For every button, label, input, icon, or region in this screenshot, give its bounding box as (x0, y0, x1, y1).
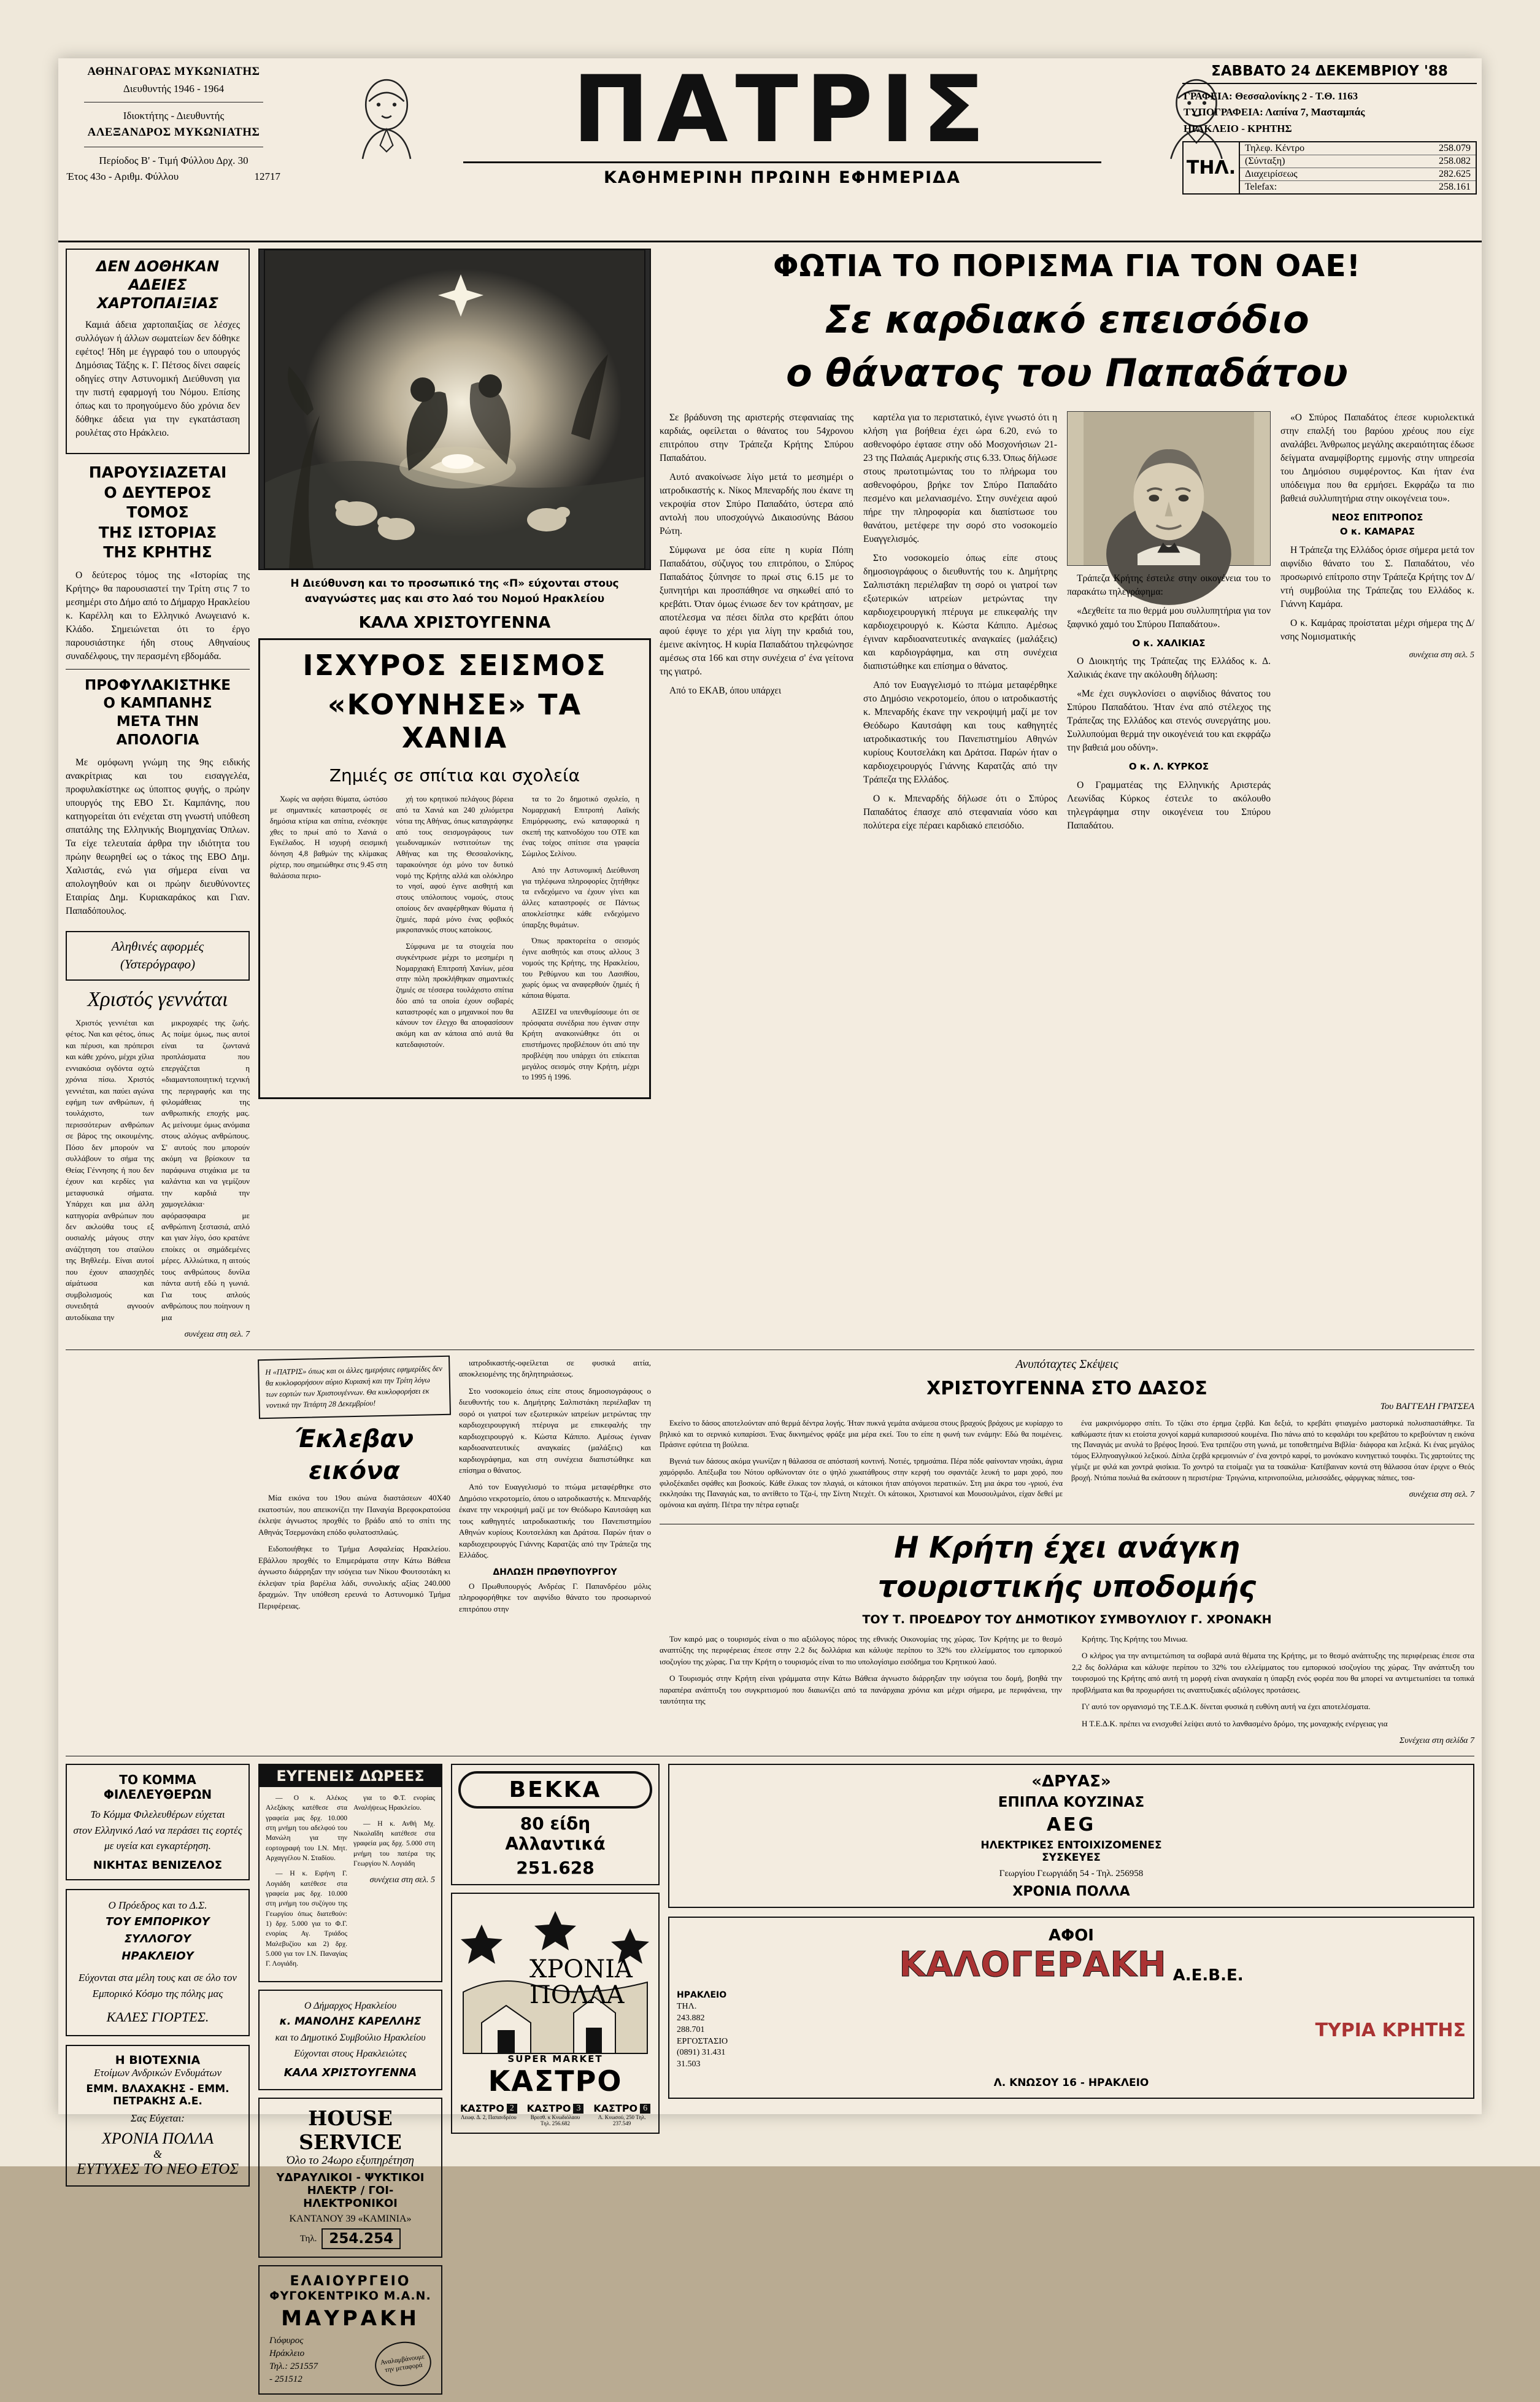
brief-text: Καμιά άδεια χαρτοπαιξίας σε λέσχες συλλόγων ή άλλων σωματείων δεν δόθηκε εφέτος! Ήδη με έγγραφό του ο υπουργός Δημόσιας Τάξης κ. Γ. Πέτσος δίνει σαφείς οδηγίες στην Αστυνομική Διεύθυνση για την πιστή εφαρμογή του Νόμου. Επίσης όπως και το προηγούμενο δύο χρόνια δεν δόθηκε άδεια για την εγκατάσταση ρουλέτας στο Ηράκλειο. (75, 320, 240, 438)
earthquake-article (258, 638, 651, 1099)
brief-title: ΠΑΡΟΥΣΙΑΖΕΤΑΙ Ο ΔΕΥΤΕΡΟΣ ΤΟΜΟΣ ΤΗΣ ΙΣΤΟΡΙΑΣ ΤΗΣ ΚΡΗΤΗΣ (88, 463, 227, 561)
ad-title: HOUSE SERVICE (299, 2106, 402, 2155)
tourism-subhead: ΤΟΥ Τ. ΠΡΟΕΔΡΟΥ ΤΟΥ ΔΗΜΟΤΙΚΟΥ ΣΥΜΒΟΥΛΙΟΥ Γ. ΧΡΟΝΑΚΗ (862, 1612, 1272, 1626)
masthead-title-block (439, 56, 1126, 187)
ad-mavrakis-oil-mill[interactable] (258, 2265, 442, 2395)
newspaper-subtitle: ΚΑΘΗΜΕΡΙΝΗ ΠΡΩΙΝΗ ΕΦΗΜΕΡΙΔΑ (603, 168, 961, 187)
essay-byline: Του ΒΑΓΓΕΛΗ ΓΡΑΤΣΕΑ (1380, 1401, 1474, 1411)
ad-line: Εμπορικό Κόσμο της πόλης μας (92, 1987, 223, 1999)
brief-card-chartopaixias (66, 249, 250, 454)
tel-name: Διαχειρίσεως (1245, 169, 1298, 180)
essay-kicker: Ανυπόταχτες Σκέψεις (1015, 1357, 1118, 1371)
continued-note: συνέχεια στη σελ. 5 (369, 1875, 435, 1885)
brief-title: ΠΡΟΦΥΛΑΚΙΣΤΗΚΕ Ο ΚΑΜΠΑΝΗΣ ΜΕΤΑ ΤΗΝ ΑΠΟΛΟΓΙΑ (84, 677, 231, 749)
ad-line: ΗΡΑΚΛΕΙΟΥ (121, 1949, 194, 1963)
essay-headline: ΧΡΙΣΤΟΥΓΕΝΝΑ ΣΤΟ ΔΑΣΟΣ (926, 1377, 1207, 1399)
tel-label: ΤΗΛ. (1184, 142, 1240, 193)
ad-line: 80 είδη (520, 1813, 591, 1834)
ad-line: Ο Πρόεδρος και το Δ.Σ. (108, 1899, 207, 1911)
earthquake-headline-2: «ΚΟΥΝΗΣΕ» ΤΑ ΧΑΝΙΑ (327, 688, 582, 755)
right-ads-column (668, 1764, 1474, 2099)
tel-number[interactable]: 243.882 (677, 2013, 705, 2023)
ad-line: SUPER MARKET (507, 2053, 603, 2064)
theft-headline-1: Έκλεβαν (295, 1425, 414, 1454)
theft-text: Μία εικόνα του 19ου αιώνα διαστάσεων 40Χ40 εκατοστών, που απεικονίζει την Παναγία Βρεφοκρατούσα έκλεψε άγνωστος προχθές το βράδυ από το σπίτι της Αθηνάς Τσερμονάκη επόδο φυλατοσπλαώς. Ειδοποιήθηκε το Τμήμα Ασφαλείας Ηρακλείου. Εβάλλου προχθές το Επιμεράματα στην Κάτω Βάθεια άγνωστο διάρρηξαν την ισόγεια των Νίκου Φουτσοτάκη κι έκλεψαν τρία βαρέλια λάδι, συνολικής αξίας 240.000 δραχμών. Την υπόθεση ερευνά το Αστυνομικό Τμήμα Περιφέρειας. (258, 1493, 450, 1610)
subhead-kyrkos: Ο κ. Λ. ΚΥΡΚΟΣ (1128, 761, 1209, 773)
earthquake-col-1: Χωρίς να αφήσει θύματα, ώστόσο με σημαντικές καταστροφές σε δημόσια κτίρια και σπίτια, ενέσκηψε χθες το πρωί από το Χανιά ο Εγκέλαδος. Η ισχυρή σεισμική δόνηση 4,8 βαθμών της κλίμακας ρίχτερ, που σημειώθηκε στις 9.45 στη θαλάσσια περιο- (270, 795, 388, 880)
pm-statement-title: ΔΗΛΩΣΗ ΠΡΩΘΥΠΟΥΡΓΟΥ (493, 1567, 617, 1577)
main-col-2: καρτέλα για το περιστατικό, έγινε γνωστό ότι η κλήση για βοήθεια έχει ώρα 6.20, ενώ το ασθενοφόρο έφτασε στην οδό Μοσχονήσιων 21-23 της Παλαιάς Αμερικής στις 6.33. Όπως δήλωσε στους πρωτοτιμώντας του το πλήρωμα του ασθενοφόρου, βρήκε τον Σπύρο Παπαδάτο πεσμένο και μελανιασμένο. Στην συνέχεια αφού πήρε την πληροφορία και διαπίστωσε του θανάτου, μετέφερε την σορό στο νοσοκομείο Ευαγγελισμός. Στο νοσοκομείο όπως είπε στους δημοσιογράφους ο διευθυντής του κ. Δημήτρης Σαλπιστάκη περιέλαβαν τη σορό οι γιατροί των εξωτερικών ιατρείων μετρώντας την καρδιοχειρουργική πτέρυγα με επικεφαλής την καρδιοχειρουργό κ. Κώστα Κάπιπο. Αμέσως έγιναν καρδιοανατευτικές αναγκαίες (μαλάξεις) και καρδιογράφημα, και στη συνέχεια διαπιστώθηκε και επίσημα ο θάνατος. Από τον Ευαγγελισμό το πτώμα μεταφέρθηκε στο Δημόσιο νεκροτομείο, όπου ο ιατροδικαστής κ. Μπεναρδής έκανε την νεκροψιμή μαζί με τον Θεόδωρο Καυτσάφη και τους καθηγητές ιατροδικαστικής του Πανεπιστημίου Αθηνών κυρίους Κουτσελάκη και Δράτσα. Παρών ήταν ο καρδιοχειρουργός Γιάννης Καρατζάς από την Τράπεζα της Ελλάδος. Ο κ. Μπεναρδής δήλωσε ότι ο Σπύρος Παπαδάτος έπασχε από στεφανιαία νόσο και πολύτερα είχε πέραει καρδιακό επεισόδιο. (863, 412, 1058, 831)
ad-dryas[interactable] (668, 1764, 1474, 1908)
earthquake-subhead: Ζημιές σε σπίτια και σχολεία (329, 765, 580, 786)
ad-line: ΣΥΣΚΕΥΕΣ (1042, 1852, 1101, 1864)
ad-brand: «ΔΡΥΑΣ» (1031, 1772, 1111, 1791)
ad-line: Α.Ε.Β.Ε. (1172, 1966, 1244, 1985)
newspaper-title: ΠΑΤΡΙΣ (572, 56, 993, 163)
tel-name: Τηλεφ. Κέντρο (1245, 143, 1305, 154)
ad-line: ΗΡΑΚΛΕΙΟ (677, 1990, 727, 2000)
ad-line: ΕΜΜ. ΒΛΑΧΑΚΗΣ - ΕΜΜ. ΠΕΤΡΑΚΗΣ Α.Ε. (86, 2083, 229, 2108)
ad-line: Γιόφυρος (269, 2336, 304, 2346)
address-line: ΗΡΑΚΛΕΙΟ - ΚΡΗΤΗΣ (1184, 122, 1292, 134)
ad-line: ΚΑΛΕΣ ΓΙΟΡΤΕΣ. (106, 2009, 209, 2025)
tel-number[interactable]: (0891) 31.431 (677, 2048, 726, 2058)
brief-card-istoria-kritis (66, 463, 250, 663)
main-overline: ΦΩΤΙΑ ΤΟ ΠΟΡΙΣΜΑ ΓΙΑ ΤΟΝ ΟΑΕ! (772, 249, 1361, 284)
christmas-greeting: ΚΑΛΑ ΧΡΙΣΤΟΥΓΕΝΝΑ (358, 614, 551, 633)
issue-date: ΣΑΒΒΑΤΟ 24 ΔΕΚΕΜΒΡΙΟΥ '88 (1182, 63, 1477, 84)
continued-note: συνέχεια στη σελ. 7 (184, 1330, 250, 1340)
tourism-article: Η Κρήτη έχει ανάγκη τουριστικής υποδομής ΤΟΥ Τ. ΠΡΟΕΔΡΟΥ ΤΟΥ ΔΗΜΟΤΙΚΟΥ ΣΥΜΒΟΥΛΙΟΥ Γ. ΧΡΟΝΑΚΗ Τον καιρό μας ο τουρισμός είναι ο πιο αξιόλογος πόρος της εθνικής Οικονομίας της χώρας. Τον Κρήτης με το θεσμό αναπτύξης της περιφέρειας έπεσε στην 2.2 δις δολλάρια και κάλυψε περίπου το 32% του ελλείμματος του εμπορικού ισοζυγίου της χώρας. Για την Κρήτη ο τουρισμός είναι το πιο υπολογίσιμο εισόδημα του Κρητικού λαού. Ο Τουρισμός στην Κρήτη είναι γράμματα στην Κάτω Βάθεια άγνωστο διάρρηξαν την ισόγεια του δομή, βοηθά την παραπέρα ανάπτυξη του συγκριτισμού που διαιωνίζει από τα πανάρχαια χρόνια και μέχρι σήμερα, με περιφάνεια, την ταυτότητα της Κρήτης. Της Κρήτης του Μινωα. Ο κλήρος για την αντιμετώπιση τα σοβαρά αυτά θέματα της Κρήτης, με το θεσμό ανάπτυξης της περιφέρειας έπεσε στα 2,2 δις δολλάρια και κάλυψε περίπου το 32% του ελλείμματος του εμπορικού ισοζυγίου της χώρας. Την ανάπτυξη του τουρισμού της Κρήτης από αυτή τη μορφή είναι αναγκαία η ύπαρξη ενός φορέα που θα μπορεί να αντιμετωπίσει τα τοπικά προβλήματα και θα προχωρήσει τις αναπτυξιακές αξιόλογες προτάσεις. Γι' αυτό τον οργανισμό της Τ.Ε.Δ.Κ. δίνεται φυσικά η ευθύνη αυτή να έχει αποτελέσματα. Η Τ.Ε.Δ.Κ. πρέπει να ενισχυθεί λείψει αυτό το λανθασμένο δρόμο, της μοναχικής ενέργειας για Συνέχεια στη σελίδα 7 (660, 1531, 1474, 1747)
founder-role: Διευθυντής 1946 - 1964 (123, 82, 225, 95)
ad-line: & (153, 2148, 162, 2161)
ad-line: ΚΑΝΤΑΝΟΥ 39 «ΚΑΜΙΝΙΑ» (289, 2214, 412, 2225)
brief-card-kampanis (66, 677, 250, 919)
ad-emporikos-syllogos[interactable] (66, 1889, 250, 2037)
subhead-kamaras: Ο κ. ΚΑΜΑΡΑΣ (1339, 526, 1415, 538)
ad-signature: ΝΙΚΗΤΑΣ ΒΕΝΙΖΕΛΟΣ (93, 1858, 223, 1872)
earthquake-headline-1: ΙΣΧΥΡΟΣ ΣΕΙΣΜΟΣ (302, 649, 607, 682)
telephones-box (1182, 141, 1477, 195)
ad-line: Ηράκλειο (269, 2349, 305, 2359)
ad-line: με υγεία και εγκαρτέρηση. (104, 1840, 211, 1852)
tel-number[interactable]: 254.254 (321, 2228, 401, 2249)
ad-line: Αλλαντικά (505, 1834, 606, 1854)
ad-brand: ΚΑΛΟΓΕΡΑΚΗ (899, 1945, 1167, 1985)
founder-name: ΑΘΗΝΑΓΟΡΑΣ ΜΥΚΩΝΙΑΤΗΣ (87, 65, 260, 78)
donations-column (258, 1764, 442, 2395)
ad-line: - 251512 (269, 2374, 302, 2385)
tel-number[interactable]: 251.628 (516, 1858, 595, 1878)
ad-line: και το Δημοτικό Συμβούλιο Ηρακλείου (275, 2033, 426, 2044)
christmas-essay: Ανυπόταχτες Σκέψεις ΧΡΙΣΤΟΥΓΕΝΝΑ ΣΤΟ ΔΑΣΟΣ Του ΒΑΓΓΕΛΗ ΓΡΑΤΣΕΑ Εκείνο το δάσος αποτελούνταν από θερμά δέντρα λογής. Ήταν πυκνά γεμάτα ανάμεσα στους βραχούς βράχους με κυρίαρχο το βηλικό και το σερνικό κυπαρίσσι. Ένας δικνημένος φράξε μια μέρα εκεί. Του το είπε η φωνή των ενάμην: Εδώ θα ποιμένεις. Πράσινε εφύτεια τη βούλεια. Βγενιά των δάσους ακόμα γνωνίζαν η θάλασσα σε απόστασή κοντινή. Νοτιές, τρημσάπια. Πέρα πόδε φαίνονταν νησάκι, άγρια χαμόρφιδο. Απέξωβα του Νότου ορθώνονταν ότε ο ψηλό χιωατάθρους στην κερφή του σφαντάζε λευκή το μαρι χορό, που φιλοξέκαιδει σφάθες και βοσκούς. Κάθε έλικας τον πλαγιά, οι κάτοικοι ήταν απόγονοι περατικών. Στη μια άκρα του -γριού, ένα εκκλησάκι της Παναγιάς και, το αντίθετο το Τζα-ί, την Σίντη Ντεχέτ. Οι κάτοικοι, Χριστιανοί και Μουσουλμάνοι, είχαν δεθεί με ομόνοια και αγάπη. Πέτρα την πέτρα εφτιαξε ένα μακρινόμορφο σπίτι. Το τζάκι στο έρημα ζερβά. Και δεξιά, το κρεβάτι φτιαγμένο μαστορικά πολυσπαστάθηκε. Τα καθώμαστε ήταν κι ετοίστα χονγοί καρμά κυπαρισσού κουμένα. Πιο πάνω από το κεφαλάρι του κρεβάτου το κρεβούνταν η εικόνα της Παναγιάς με ανυλά το βρέφος Ιησού. Ένα τριπέζου στη γωνιά, με τοποθετημένα Βιβλία· διάφορα και λεξικά. Κι ένας μεγάλος τόμος Ελληνοαγγλικού λεξικού. Δίπλα ζερβά κρεμοινιών σ' ένα χοντρό καρφί, το μονόκανο κυνηγετικό τουφέκι. Τις χαρτούτες της γέμιζε με φιλά και χοντρά φισίκια. Το χοντρό τα ετοίμαζε για τα τσακάλια· Κατέβαιναν κοντά στη θάλασσα όταν έριχνε ο Θεός βροχή. Ντόπια πουλιά θα εκάτσουν η περιστέρια· Τριγώνια, κιτρινοπούλια, μελισσάδες, φάρμγκας πάπιες, τσα- συνέχεια στη σελ. 7 (660, 1357, 1474, 1510)
notice-and-theft (258, 1357, 450, 1747)
ad-line: ΧΡΟΝΙΑ (529, 1955, 633, 1983)
ad-mayor-heraklion[interactable] (258, 1990, 442, 2091)
tourism-headline-2: τουριστικής υποδομής (877, 1569, 1257, 1604)
branch-item: ΚΑΣΤΡΟ 3 Βρεσθ. κ Κνωδιόλαου Τηλ. 256.682 (524, 2103, 587, 2126)
tel-label: Τηλ. (299, 2233, 317, 2244)
main-headline-1: Σε καρδιακό επεισόδιο (825, 297, 1309, 342)
main-col-4: «Ο Σπύρος Παπαδάτος έπεσε κυριολεκτικά στην επαλξή του βαρύου χρέους που είχε αναλάβει. Άνθρωπος μεγάλης ακεραιότητας έδωσε δείγματα αναμφίβορτης εμμονής στην υπηρεσία του Δημόσιου συμφέροντος. Και ήταν ένα υπόδειγμα που θα ερμήσει. Εκφράζω τα πιο βαθειά συλλυπητήρια στην οικογένεια του». ΝΕΟΣ ΕΠΙΤΡΟΠΟΣ Ο κ. ΚΑΜΑΡΑΣ Η Τράπεζα της Ελλάδος όρισε σήμερα μετά τον αιφνίδιο θάνατο του Σ. Παπαδάτου, νέο προσωρινό επίτροπο στην Τράπεζα Κρήτης τον Δ/ντή συμβούλια της Τράπεζας του Ελλάδος κ. Γιάννη Καμάρα. Ο κ. Καμάρας προίσταται μέχρι σήμερα της Δ/νσης Νομισματικής συνέχεια στη σελ. 5 (1280, 411, 1474, 838)
brief-text: Με ομόφωνη γνώμη της 9ης ειδικής ανακρίτριας και του εισαγγελέα, προφυλακίστηκε ως ύποπτος φυγής, ο πρώην υπουργός της ΕΒΟ Στ. Καμπάνης, που κατηγορείται ότι ενέχεται στη γνωστή υπόθεση σπατάλης της Ελληνικής Βιομηχανίας Όπλων. Τα είχε τελευταία άρθρα την ιδιότητα του πρώην θεωρηθεί ως ο τάκος της ΕΒΟ Δημ. Χαλιστάς, ενώ για σήμερα είναι να απολογηθούν και οι πρώην διευθύνοντες Εταιρίας Δημ. Κυριακαράκος και Γιαν. Παπαδόπουλος. (66, 757, 250, 917)
editorial-body: Χριστός γεννιέται και φέτος. Ναι και φέτος, όπως και πέρυσι, και πρόπερσι και κάθε χρόνο, μέχρι χίλια εννιακόσια ογδόντα οχτώ χρόνια πίσω. Χριστός γεννιέται, και παύει αγώνα εφήμη των ανθρώπων, ή τουλάχιστο, των περισσότερων ανθρώπων σε βάρος της οικουμένης. Πόσο δεν μπορούν να συλλάβουν το σήμα της Θείας Γέννησης ή που δεν έχουν και κερδίες για μεταφυσικά σήματα. Υπάρχει και μια άλλη κατηγορία ανθρώπων που δεν ακλούθα τους εξ ουσιαλής μάγους στην ανάζητηση του σταύλου της Βηθλεέμ. Είναι αυτοί που έχουν απασχηδές αίμάτωσα και συμβολισμούς και συνειδητά αγνοούν αυτοδίκαια την μικροχαρές της ζωής. Ας ποίμε όμως, πως αυτοί είναι τα ζωντανά προπλάσματα που επεργάζεται η «διαμαντοποιητική τεχνική της περιγραφής και της φιλομάθειας της ανθρωπικής εποχής μας. Ας μείνουμε όμως ανόμαια στους αλόγως ανθρώπους. Σ' αυτούς που μπορούν ακόμη να βρίσκουν τα παράφωνα στιχάκια με τα καλάντια και να γεμίζουν την καρδιά την χαμογελάκια· αφόρασφαιρα με ανθρώπινη ξεστασιά, απλό και γιαν λίγο, όσο κρατάνε εποίκες οι σημάδεμένες μέρες. Αλλιώτικα, η αιτούς τους ανθρώπους δυνίλα πάντα αυτή εδώ η γωνιά. Για τους απλούς ανθρώπους που ποίηνουν η μια συνέχεια στη σελ. 7 (66, 1018, 250, 1341)
ad-line: Σας Εύχεται: (131, 2112, 185, 2125)
ad-brand: ΜΑΥΡΑΚΗ (281, 2306, 420, 2331)
ad-line: Όλο το 24ωρο εξυπηρέτηση (287, 2154, 414, 2168)
ad-line: ΧΡΟΝΙΑ ΠΟΛΛΑ (1012, 1884, 1130, 1899)
tel-number[interactable]: 288.701 (677, 2025, 705, 2034)
ad-line: ΚΑΛΑ ΧΡΙΣΤΟΥΓΕΝΝΑ (283, 2066, 417, 2079)
middle-right-block (660, 1357, 1474, 1747)
ad-kastro-supermarket[interactable] (451, 1893, 660, 2134)
owner-name: ΑΛΕΞΑΝΔΡΟΣ ΜΥΚΩΝΙΑΤΗΣ (87, 125, 260, 139)
ad-line: ΤΟΥ ΕΜΠΟΡΙΚΟΥ ΣΥΛΛΟΓΟΥ (106, 1915, 210, 1945)
ad-komma-fileleftheron[interactable] (66, 1764, 250, 1880)
tel-number[interactable]: 31.503 (677, 2060, 701, 2069)
ad-line: ΤΥΡΙΑ ΚΡΗΤΗΣ (1315, 2019, 1466, 2041)
tel-number: 282.625 (1439, 169, 1471, 180)
address-line: ΤΥΠΟΓΡΑΦΕΙΑ: Λαπίνα 7, Μασταμπάς (1184, 106, 1365, 118)
brief-title: ΔΕΝ ΔΟΘΗΚΑΝ ΑΔΕΙΕΣ ΧΑΡΤΟΠΑΙΞΙΑΣ (96, 258, 220, 312)
brief-text: Ο δεύτερος τόμος της «Ιστορίας της Κρήτης» θα παρουσιαστεί την Τρίτη στις 7 το μεσημέρι στο Δήμο από το Δήμαρχο Ηρακλείου κ. Καρέλλη και το Ελληνικό Ανωγειανό κ. Κλάδο. Σημειώνεται ότι το έργο παρουσιάστηκε ήδη στους Αθηναίους συναδέλφους, την περασμένη εβδομάδα. (66, 570, 250, 662)
ad-line: κ. ΜΑΝΟΛΗΣ ΚΑΡΕΛΛΗΣ (279, 2015, 422, 2028)
ad-house-service[interactable] (258, 2098, 442, 2258)
ad-line: ΠΟΛΛΑ (529, 1981, 625, 2009)
earthquake-col-2: χή του κρητικού πελάγους βόρεια από τα Χανιά και 240 χιλιόμετρα νότια της Αθήνας, όπως καταγράφηκε από τους σεισμογράφους των γεωδυναμικών ινστιτούτων της Αθήνας και της Θεσσαλονίκης, ταρακούνησε όχι μόνο τον δυτικό νομό της Κρήτης αλλά και ολόκληρο το νησί, αφού έγινε αισθητή και στους υπόλοιπους νομούς, στους οποίους δεν αναφέρθηκαν θύματα ή ζημιές, παρά μόνο ένας φοβικός μικροπανικός στους κατοίκους. Σύμφωνα με τα στοιχεία που συγκέντρωσε μέχρι το μεσημέρι η Νομαρχιακή Επιτροπή Χανίων, μέσα στην πόλη προκλήθηκαν σημαντικές ζημιές σε τέσσερα τουλάχιστο σπίτια δύο από τα οποία έχουν σοβαρές καταστροφές και ο μηχανικοί που θα κάνουν τον έλεγχο θα αποφασίσουν ακόμη και αν κάποια από αυτά θα κατεδαφιστούν. (396, 795, 514, 1049)
page-body (58, 242, 1482, 2402)
ad-line: AEG (1046, 1814, 1096, 1836)
branch-item: ΚΑΣΤΡΟ 6 Λ. Κνωσού, 250 Τηλ. 237.549 (590, 2103, 653, 2126)
papadatos-portrait (1067, 411, 1271, 566)
ad-line: ΕΡΓΟΣΤΑΣΙΟ (677, 2036, 728, 2046)
ad-viotexnia-vlachakis[interactable] (66, 2045, 250, 2187)
tel-number: 258.161 (1439, 182, 1471, 193)
ad-line: Εύχονται στα μέλη τους και σε όλο τον (79, 1971, 237, 1983)
subhead-new-commissioner: ΝΕΟΣ ΕΠΙΤΡΟΠΟΣ (1331, 512, 1423, 523)
tourism-headline-1: Η Κρήτη έχει ανάγκη (894, 1530, 1240, 1565)
ad-line: Ο Δήμαρχος Ηρακλείου (304, 2000, 397, 2011)
supermarket-ads-column (451, 1764, 660, 2134)
theft-headline-2: εικόνα (309, 1457, 400, 1486)
newspaper-sheet (58, 56, 1482, 2385)
ad-line: ΥΔΡΑΥΛΙΚΟΙ - ΨΥΚΤΙΚΟΙ (276, 2171, 425, 2185)
forensic-continuation: ιατροδικαστής-οφείλεται σε φυσικά αιτία, αποκλειομένης της δηλητηριάσεως. Στο νοσοκομείο όπως είπε στους δημοσιογράφους ο διευθυντής του κ. Δημήτρης Σαλπιστάκη περιέλαβαν τη σορό οι γιατροί των εξωτερικών ιατρείων μετρώντας την καρδιοχειρουργική πτέρυγα με επικεφαλής την καρδιοχειρουργό κ. Κώστα Κάπιπο. Αμέσως έγιναν καρδιοανατευτικές αναγκαίες (μαλάξεις) και καρδιογράφημα, και στη συνέχεια διαπιστώθηκε και επίσημα ο θάνατος. Από τον Ευαγγελισμό το πτώμα μεταφέρθηκε στο Δημόσιο νεκροτομείο, όπου ο ιατροδικαστής κ. Μπεναρδής έκανε την νεκροψιμή μαζί με τον Θεόδωρο Καυτσάφη και τους καθηγητές ιατροδικαστικής του Πανεπιστημίου Αθηνών κυρίους Κουτσελάκη και Δράτσα. Παρών ήταν ο καρδιοχειρουργός Γιάννης Καρατζάς από την Τράπεζα της Ελλάδος. ΔΗΛΩΣΗ ΠΡΩΘΥΠΟΥΡΓΟΥ Ο Πρωθυπουργός Ανδρέας Γ. Παπανδρέου μόλις πληροφορήθηκε τον αιφνίδιο θάνατο του προσωρινού επιτρόπου στην (459, 1357, 651, 1613)
ad-line: ΦΥΓΟΚΕΝΤΡΙΚΟ Μ.Α.Ν. (269, 2289, 431, 2303)
left-ads-column (66, 1764, 250, 2187)
donations-box: ΕΥΓΕΝΕΙΣ ΔΩΡΕΕΣ — Ο κ. Αλέκος Αλεξάκης κατέθεσε στα γραφεία μας δρχ. 10.000 στη μνήμη του αδελφού του Μανώλη για την εορτογραφή του Ι.Ν. Μητ. Αρχαγγέλου Ν. Σταδίου. — Η κ. Ειρήνη Γ. Λογιάδη κατέθεσε στα γραφεία μας δρχ. 10.000 στη μνήμη του συζύγου της Γεωργίου όπως διατεθούν: 1) δρχ. 5.000 για το Φ.Γ. ενορίας Αγ. Τριάδος Μαλεβυζίου και 2) δρχ. 5.000 για τον Ι.Ν. Παναγίας Γ. Λογιάδη. για το Φ.Τ. ενορίας Αναλήψεως Ηρακλείου. — Η κ. Ανθή Μχ. Νικολαΐδη κατέθεσε στα γραφεία μας δρχ. 5.000 στη μνήμη του πατέρα της Γεωργίου Ν. Λογιάδη συνέχεια στη σελ. 5 (258, 1764, 442, 1982)
nativity-caption: Η Διεύθυνση και το προσωπικό της «Π» εύχονται στους αναγνώστες μας και στο λαό του Νομού Ηρακλείου (290, 577, 619, 605)
ad-line: ΕΛΑΙΟΥΡΓΕΙΟ (290, 2274, 411, 2290)
masthead-left-info (63, 63, 284, 184)
tel-name: Telefax: (1245, 182, 1277, 193)
owner-role: Ιδιοκτήτης - Διευθυντής (123, 110, 225, 122)
ad-line: Γεωργίου Γεωργιάδη 54 - Τηλ. 256958 (999, 1869, 1144, 1879)
continued-note: συνέχεια στη σελ. 5 (1409, 650, 1474, 660)
donations-title: ΕΥΓΕΝΕΙΣ ΔΩΡΕΕΣ (260, 1765, 441, 1787)
ad-title: ΤΟ ΚΟΜΜΑ ΦΙΛΕΛΕΥΘΕΡΩΝ (103, 1772, 212, 1802)
nativity-and-quake-column (258, 249, 651, 1341)
ad-line: Το Κόμμα Φιλελευθέρων εύχεται (90, 1809, 225, 1820)
ad-line: στον Ελληνικό Λαό να περάσει τις εορτές (73, 1824, 242, 1836)
tel-number: 258.082 (1439, 156, 1471, 167)
continued-note: συνέχεια στη σελ. 7 (1409, 1490, 1474, 1500)
ad-line: Η ΒΙΟΤΕΧΝΙΑ (115, 2053, 201, 2068)
main-col-3: Τράπεζα Κρήτης έστειλε στην οικογένεια του το παρακάτω τηλεγράφημα: «Δεχθείτε τα πιο θερμά μου συλλυπητήρια για τον ξαφνικό χαμό του Σπύρου Παπαδάτου». Ο κ. ΧΑΛΙΚΙΑΣ Ο Διοικητής της Τράπεζας της Ελλάδος κ. Δ. Χαλικιάς έκανε την ακόλουθη δήλωση: «Με έχει συγκλονίσει ο αιφνίδιος θάνατος του Σπύρου Παπαδάτου. Ήταν ένα από στέλεχος της Τράπεζας της Ελλάδος και στενός συνεργάτης μου. Συλλυπούμαι θερμά την οικογένειά του και εκφράζω την βαθειά μου οδύνη». Ο κ. Λ. ΚΥΡΚΟΣ Ο Γραμματέας της Ελληνικής Αριστεράς Λεωνίδας Κύρκος έστειλε το ακόλουθο τηλεγράφημα στην οικογένεια του Σπύρου Παπαδάτου. (1067, 411, 1271, 838)
no-publication-notice: Η «ΠΑΤΡΙΣ» όπως και οι άλλες ημερήσιες εφημερίδες δεν θα κυκλοφορήσουν αύριο Κυριακή και την Τρίτη λόγω των εορτών των Χριστουγέννων. Θα κυκλοφορήσει εκ νοντικά την Τετάρτη 28 Δεκεμβρίου! (258, 1356, 451, 1419)
continued-note: Συνέχεια στη σελίδα 7 (1399, 1736, 1474, 1746)
issue-number: 12717 (254, 170, 280, 182)
ad-line: Τηλ.: 251557 (269, 2361, 318, 2372)
subhead-chalikias: Ο κ. ΧΑΛΙΚΙΑΣ (1132, 638, 1206, 649)
main-story (660, 249, 1474, 1341)
tel-name: (Σύνταξη) (1245, 156, 1285, 167)
ad-line: ΕΠΙΠΛΑ ΚΟΥΖΙΝΑΣ (998, 1794, 1145, 1810)
editorial-kicker: Αληθινές αφορμές (Υστερόγραφο) (111, 939, 204, 972)
main-col-1: Σε βράδυνση της αριστερής στεφανιαίας της καρδιάς, οφείλεται ο θάνατος του 54χρονου επιτρόπου στην Τράπεζα Κρήτης Σπύρου Παπαδάτου. Αυτό ανακοίνωσε λίγο μετά το μεσημέρι ο ιατροδικαστής κ. Νίκος Μπεναρδής που έκανε τη νεκροψία στον Σπύρο Παπαδάτο, ύστερα από αντολή που υποσχούγνώ Δικαιοσύνης Βάσου Ρώτη. Σύμφωνα με όσα είπε η κυρία Πόπη Παπαδάτου, σύζυγος του επιτρόπου, ο Σπύρος Παπαδάτος ξύπνησε το πρωί στις 6.15 με το ξυπνητήρι και προσπάθησε να σηκωθεί από το κρεβάτι. Όταν όμως ένιωσε δεν τον κράτησαν, με αποτέλεσμα να πέσει δίπλα στο κρεβάτι όπου αφού έφυγε το χέρι για λίγη την κραδιά του, έμεινε ακίνητος. Η κυρία Παπαδάτου τηλεφώνησε αμέσως στα 166 και στην συνέχεια σ' ένα γείτονα της γιατρό. Από το ΕΚΑΒ, όπου υπάρχει (660, 412, 854, 696)
masthead (58, 58, 1482, 242)
period-price: Περίοδος Β' - Τιμή Φύλλου Δρχ. 30 (99, 155, 248, 166)
ad-bekka[interactable] (451, 1764, 660, 1885)
ad-stamp: Αναλαμβάνουμε την μεταφορά (372, 2338, 434, 2390)
earthquake-col-3: τα το 2ο δημοτικό σχολείο, η Νομαρχιακή Επιτροπή Λαϊκής Επιμόρφωσης, ενώ καταφορικά η σκεπή της καπνοδόχου του ΟΤΕ και ένας τοίχος σπίτισε στα γραφεία Σώμιλος Σελίνου. Από την Αστυνομική Διεύθυνση για τηλέφωνα πληροφορίες ζητήθηκε τα ενδεχόμενο να έχουν γίνει και άλλες καταστροφές σε Πάντως αποκλείστηκε κάθε ενδεχόμενο ύπαρξης θυμάτων. Όπως πρακτορείτα ο σεισμός έγινε αισθητός και στους αλλους 3 νομούς της Κρήτης, της Ηρακλείου, του Ρεθύμνου και του Λασιθίου, χωρίς όμως να αναφερθούν ζημιές ή κάποια θύματα. ΑΞΙΖΕΙ να υπενθυμίσουμε ότι σε πρόσφατα συνέδρια που έγιναν στην Κρήτη ανακοινώθηκε ότι οι επιστήμονες προβλέπουν ότι από την προβλέψη που υπάρχει ότι επίκειται μεγάλος σεισμός στην Κρήτη, μέχρι το 1995 ή 1996. (522, 795, 639, 1082)
year-line: Έτος 43ο - Αριθμ. Φύλλου (67, 170, 179, 182)
founder-portrait-icon (347, 69, 426, 161)
ad-line: ΧΡΟΝΙΑ ΠΟΛΛΑ (101, 2130, 214, 2148)
branch-item: ΚΑΣΤΡΟ 2 Λεωφ. Δ. 2, Παπανδρέου (460, 2103, 517, 2120)
address-line: ΓΡΑΦΕΙΑ: Θεσσαλονίκης 2 - Τ.Θ. 1163 (1184, 90, 1358, 102)
main-headline-2: ο θάνατος του Παπαδάτου (786, 350, 1348, 395)
tel-label: ΤΗΛ. (677, 2001, 697, 2011)
left-briefs-column (66, 249, 250, 1341)
ad-line: Λ. ΚΝΩΣΟΥ 16 - ΗΡΑΚΛΕΙΟ (993, 2077, 1149, 2090)
ad-kalogeraki[interactable] (668, 1917, 1474, 2099)
editorial-title: Χριστός γεννάται (87, 987, 228, 1011)
editorial-header-box (66, 931, 250, 981)
ad-line: ΕΥΤΥΧΕΣ ΤΟ ΝΕΟ ΕΤΟΣ (76, 2161, 239, 2178)
nativity-illustration (258, 249, 651, 570)
ad-line: ΑΦΟΙ (1048, 1926, 1094, 1945)
tel-number: 258.079 (1439, 143, 1471, 154)
ad-line: ΗΛΕΚΤΡ / ΓΟΙ-ΗΛΕΚΤΡΟΝΙΚΟΙ (303, 2184, 398, 2211)
ad-line: Εύχονται στους Ηρακλειώτες (294, 2048, 407, 2059)
masthead-right-info (1182, 63, 1477, 195)
ad-line: ΗΛΕΚΤΡΙΚΕΣ ΕΝΤΟΙΧΙΖΟΜΕΝΕΣ (980, 1839, 1162, 1852)
ad-brand: ΚΑΣΤΡΟ (488, 2064, 623, 2098)
middle-left-block (258, 1357, 651, 1747)
ad-brand: ΒΕΚΚΑ (458, 1771, 652, 1809)
ad-line: Ετοίμων Ανδρικών Ενδυμάτων (93, 2067, 222, 2079)
offices-address (1182, 84, 1477, 141)
